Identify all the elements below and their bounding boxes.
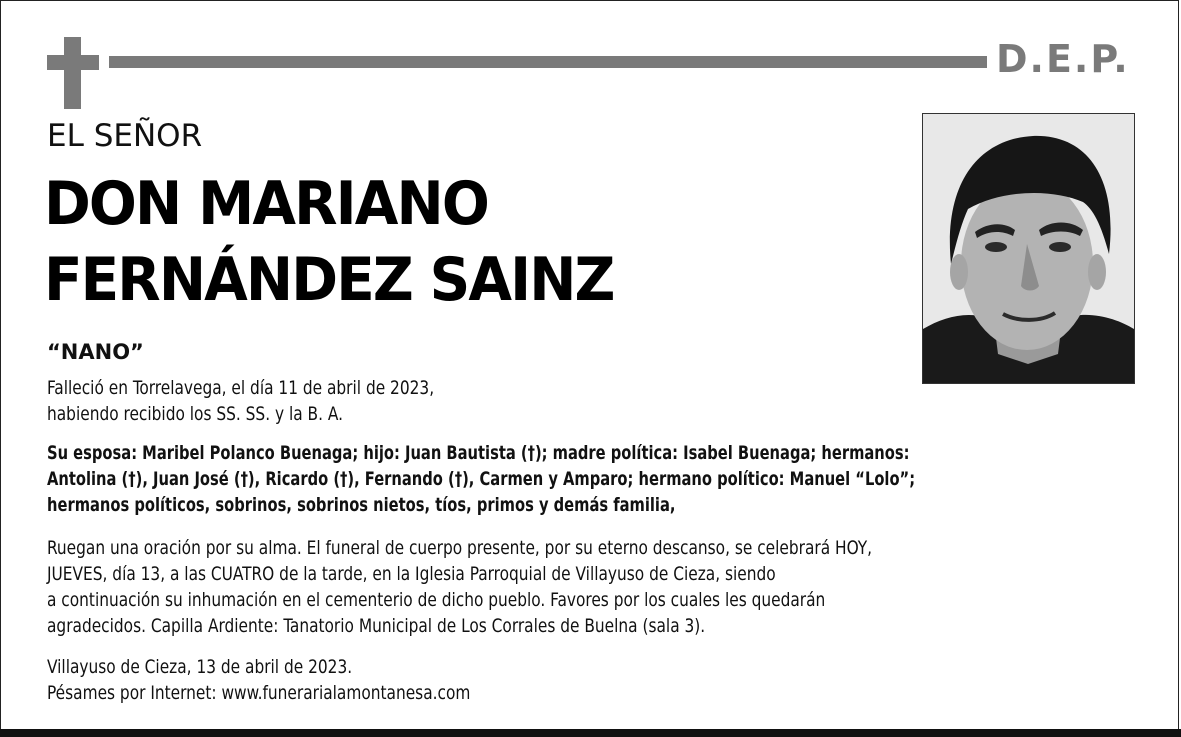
title-prefix: EL SEÑOR — [47, 118, 203, 154]
family-line-1: Su esposa: Maribel Polanco Buenaga; hijo: Juan Bautista (†); madre política: Isabel Buenaga; hermanos: — [47, 442, 910, 464]
header-rule — [109, 56, 987, 68]
name-line-2: FERNÁNDEZ SAINZ — [44, 245, 614, 315]
cross-icon — [64, 37, 81, 109]
closing — [47, 654, 517, 706]
service-line-2: JUEVES, día 13, a las CUATRO de la tarde, en la Iglesia Parroquial de Villayuso de Cieza, siendo — [47, 563, 776, 585]
cross-icon-bar — [47, 55, 99, 70]
death-line-2: habiendo recibido los SS. SS. y la B. A. — [47, 403, 343, 425]
family-line-2: Antolina (†), Juan José (†), Ricardo (†), Fernando (†), Carmen y Amparo; hermano político: Manuel “Lolo”; — [47, 468, 916, 490]
name-line-1: DON MARIANO — [44, 169, 488, 239]
bottom-rule — [0, 729, 1181, 737]
service-details — [47, 535, 964, 639]
nickname: “NANO” — [47, 340, 144, 364]
portrait-photo — [922, 113, 1135, 384]
family-list — [47, 440, 1056, 518]
dep-label: D.E.P. — [996, 37, 1130, 81]
death-line-1: Falleció en Torrelavega, el día 11 de abril de 2023, — [47, 377, 435, 399]
service-line-4: agradecidos. Capilla Ardiente: Tanatorio Municipal de Los Corrales de Buelna (sala 3). — [47, 615, 706, 637]
service-line-1: Ruegan una oración por su alma. El funeral de cuerpo presente, por su eterno descanso, se celebrará HOY, — [47, 537, 873, 559]
deceased-name — [44, 166, 650, 318]
service-line-3: a continuación su inhumación en el cementerio de dicho pueblo. Favores por los cuales les quedarán — [47, 589, 826, 611]
condolences-link: Pésames por Internet: www.funerarialamontanesa.com — [47, 682, 471, 704]
family-line-3: hermanos políticos, sobrinos, sobrinos nietos, tíos, primos y demás familia, — [47, 494, 676, 516]
death-statement — [47, 375, 477, 427]
place-date: Villayuso de Cieza, 13 de abril de 2023. — [47, 656, 353, 678]
